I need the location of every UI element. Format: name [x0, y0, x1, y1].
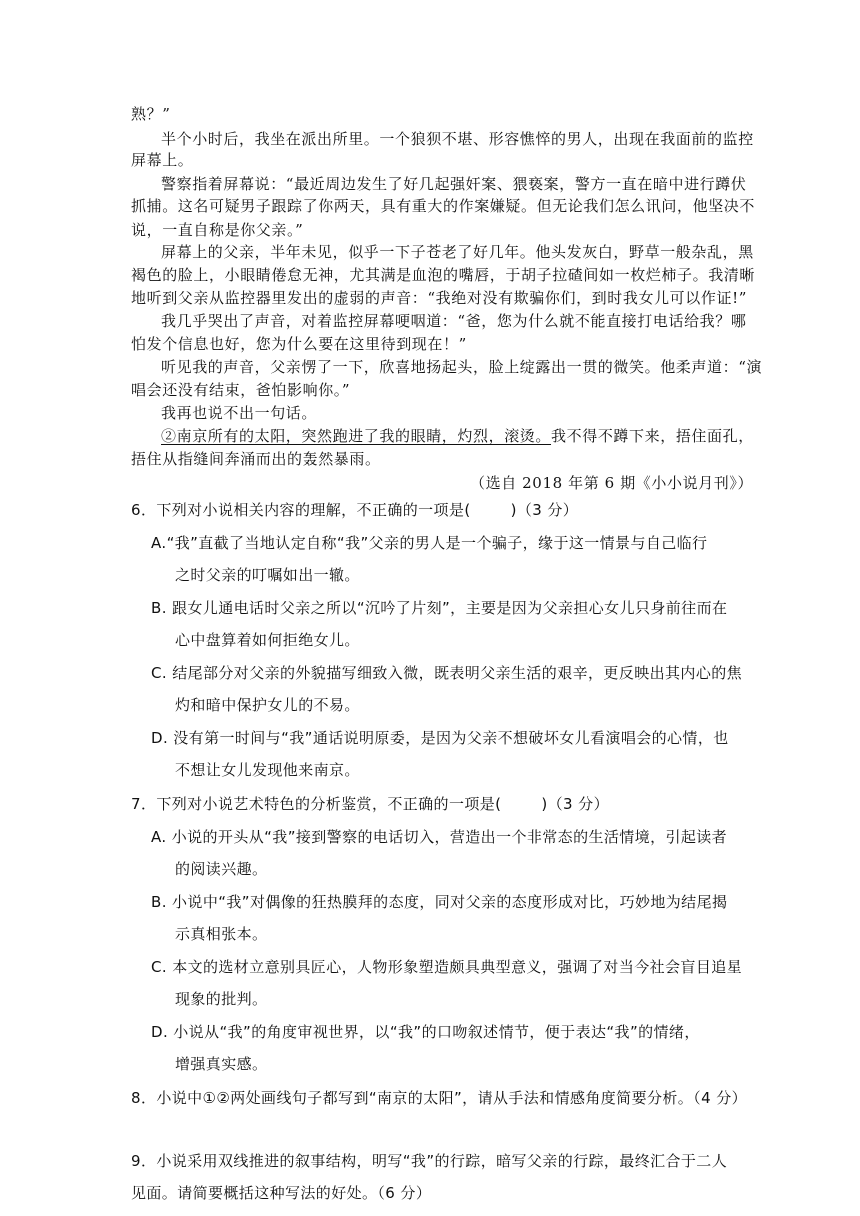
story-line: 地听到父亲从监控器里发出的虚弱的声音：“我绝对没有欺骗你们，到时我女儿可以作证!” — [131, 289, 747, 307]
q7-option-d-cont: 增强真实感。 — [175, 1055, 268, 1073]
story-line: 警察指着屏幕说：“最近周边发生了好几起强奸案、猥亵案，警方一直在暗中进行蹲伏 — [161, 175, 747, 193]
q6-option-b: B. 跟女儿通电话时父亲之所以“沉吟了片刻”，主要是因为父亲担心女儿只身前往而在 — [151, 599, 728, 617]
question-9-stem-line1: 9．小说采用双线推进的叙事结构，明写“我”的行踪，暗写父亲的行踪，最终汇合于二人 — [131, 1152, 728, 1170]
q6-option-a: A.“我”直截了当地认定自称“我”父亲的男人是一个骗子，缘于这一情景与自己临行 — [151, 534, 708, 552]
story-line: 熟？” — [131, 105, 171, 123]
story-line: 抓捕。这名可疑男子跟踪了你两天，具有重大的作案嫌疑。但无论我们怎么讯问，他坚决不 — [131, 197, 756, 215]
underlined-sentence-2: ②南京所有的太阳，突然跑进了我的眼睛，灼烈，滚烫。 — [161, 427, 552, 445]
question-8-stem: 8．小说中①②两处画线句子都写到“南京的太阳”，请从手法和情感角度简要分析。（4 分） — [131, 1089, 747, 1107]
q6-option-a-cont: 之时父亲的叮嘱如出一辙。 — [175, 566, 360, 584]
q7-option-b: B. 小说中“我”对偶像的狂热膜拜的态度，同对父亲的态度形成对比，巧妙地为结尾揭 — [151, 893, 728, 911]
q7-option-c: C. 本文的选材立意别具匠心，人物形象塑造颇具典型意义，强调了对当今社会盲目追星 — [151, 958, 743, 976]
question-7-stem: 7．下列对小说艺术特色的分析鉴赏，不正确的一项是( )（3 分） — [131, 795, 609, 813]
q6-option-c-cont: 灼和暗中保护女儿的不易。 — [175, 696, 360, 714]
story-line: 说，一直自称是你父亲。” — [131, 221, 304, 239]
story-line — [161, 425, 754, 446]
story-line: 我再也说不出一句话。 — [161, 404, 318, 422]
story-line: 屏幕上的父亲，半年未见，似乎一下子苍老了好几年。他头发灰白，野草一般杂乱，黑 — [161, 243, 754, 261]
story-line: 怕发个信息也好，您为什么要在这里待到现在！” — [131, 335, 467, 353]
q7-option-a: A. 小说的开头从“我”接到警察的电话切入，营造出一个非常态的生活情境，引起读者 — [151, 828, 728, 846]
q6-option-d-cont: 不想让女儿发现他来南京。 — [175, 761, 360, 779]
q7-option-c-cont: 现象的批判。 — [175, 990, 268, 1008]
q6-option-d: D. 没有第一时间与“我”通话说明原委，是因为父亲不想破坏女儿看演唱会的心情，也 — [151, 729, 729, 747]
story-line: 我几乎哭出了声音，对着监控屏幕哽咽道：“爸，您为什么就不能直接打电话给我？哪 — [161, 312, 747, 330]
story-line: 屏幕上。 — [131, 151, 194, 169]
story-line: 听见我的声音，父亲愣了一下，欣喜地扬起头，脸上绽露出一贯的微笑。他柔声道：“演 — [161, 358, 763, 376]
story-line: 褐色的脸上，小眼睛倦怠无神，尤其满是血泡的嘴唇，于胡子拉碴间如一枚烂柿子。我清晰 — [131, 266, 756, 284]
q7-option-d: D. 小说从“我”的角度审视世界，以“我”的口吻叙述情节，便于表达“我”的情绪， — [151, 1023, 700, 1041]
story-text: 我不得不蹲下来，捂住面孔， — [551, 427, 754, 445]
story-line: 唱会还没有结束，爸怕影响你。” — [131, 381, 351, 399]
q6-option-c: C. 结尾部分对父亲的外貌描写细致入微，既表明父亲生活的艰辛，更反映出其内心的焦 — [151, 664, 743, 682]
question-6-stem: 6．下列对小说相关内容的理解，不正确的一项是( )（3 分） — [131, 501, 579, 519]
story-line: 捂住从指缝间奔涌而出的轰然暴雨。 — [131, 450, 381, 468]
q7-option-a-cont: 的阅读兴趣。 — [175, 860, 268, 878]
source-citation: （选自 2018 年第 6 期《小小说月刊》） — [470, 474, 754, 492]
question-9-stem-line2: 见面。请简要概括这种写法的好处。（6 分） — [131, 1184, 432, 1202]
story-line: 半个小时后，我坐在派出所里。一个狼狈不堪、形容憔悴的男人，出现在我面前的监控 — [161, 130, 754, 148]
q7-option-b-cont: 示真相张本。 — [175, 925, 268, 943]
q6-option-b-cont: 心中盘算着如何拒绝女儿。 — [175, 631, 360, 649]
